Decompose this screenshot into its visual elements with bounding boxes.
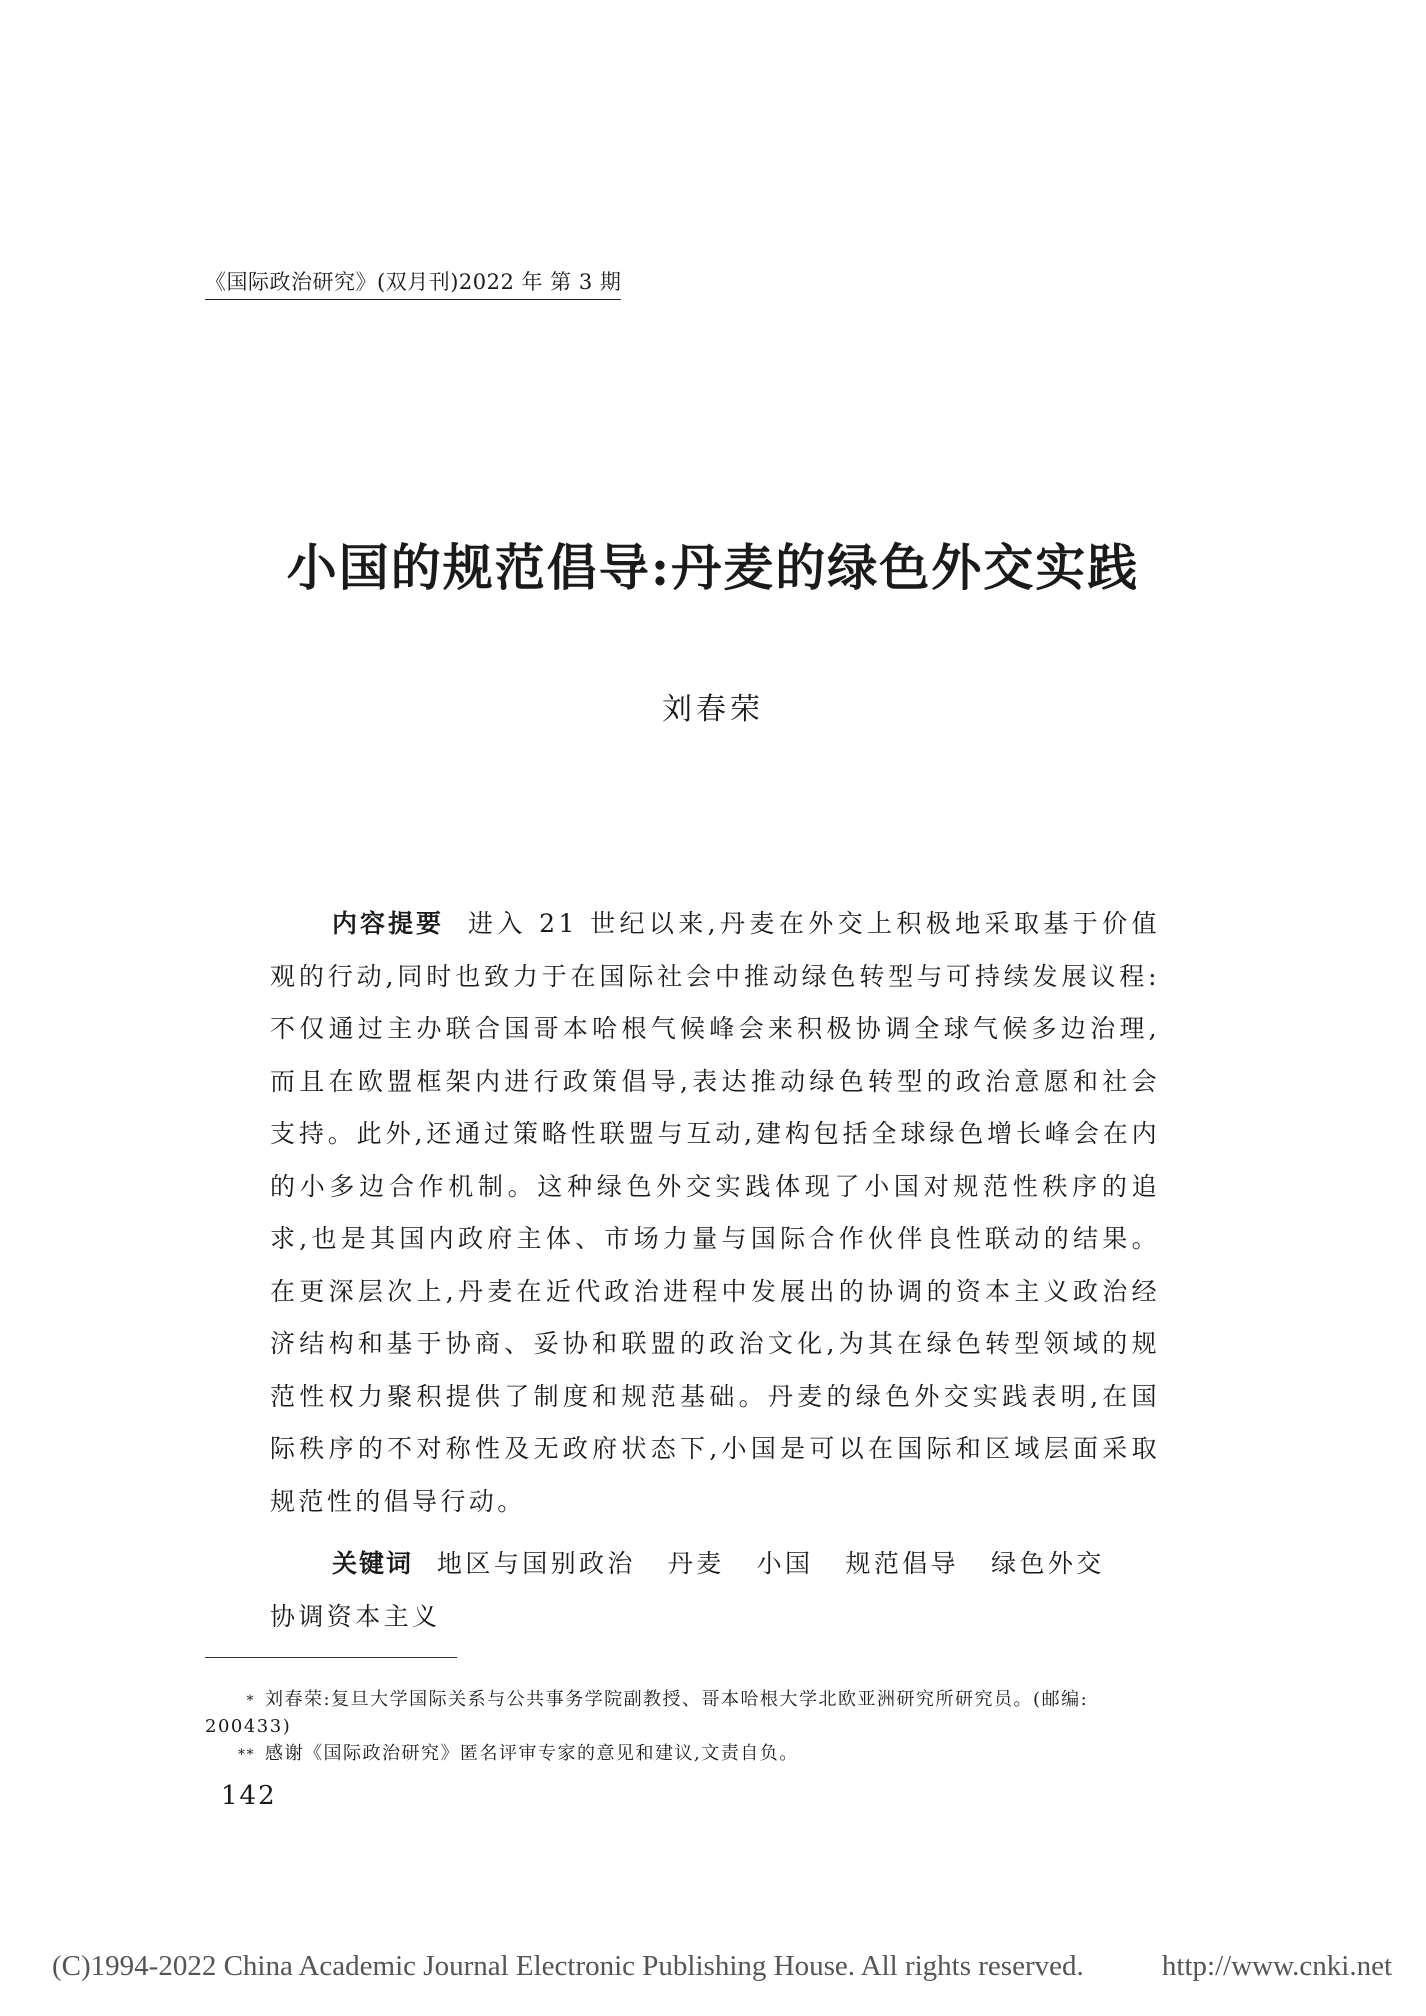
keyword: 地区与国别政治 bbox=[437, 1549, 636, 1578]
footnote-text: 感谢《国际政治研究》匿名评审专家的意见和建议,文责自负。 bbox=[265, 1743, 799, 1764]
journal-header: 《国际政治研究》(双月刊)2022 年 第 3 期 bbox=[205, 266, 621, 300]
copyright-footer bbox=[52, 1950, 1392, 1983]
copyright-url[interactable]: http://www.cnki.net bbox=[1161, 1950, 1392, 1982]
footnote-acknowledgement bbox=[205, 1741, 1205, 1768]
keywords-block bbox=[270, 1538, 1160, 1643]
footnote-author bbox=[205, 1687, 1205, 1740]
footnote-mark: * bbox=[246, 1693, 255, 1709]
footnote-continuation: 200433) bbox=[205, 1716, 292, 1737]
abstract-block bbox=[270, 898, 1160, 1528]
footnote-text: 刘春荣:复旦大学国际关系与公共事务学院副教授、哥本哈根大学北欧亚洲研究所研究员。(邮编: bbox=[265, 1689, 1089, 1710]
keyword: 协调资本主义 bbox=[270, 1601, 441, 1631]
abstract-label: 内容提要 bbox=[332, 909, 444, 938]
article-author: 刘春荣 bbox=[662, 692, 764, 727]
copyright-notice: (C)1994-2022 China Academic Journal Electronic Publishing House. All rights reserved. bbox=[52, 1950, 1084, 1982]
keywords-label: 关键词 bbox=[332, 1549, 414, 1578]
footnote-mark: ** bbox=[238, 1747, 255, 1763]
keyword: 丹麦 bbox=[667, 1549, 725, 1578]
abstract-text: 进入 21 世纪以来,丹麦在外交上积极地采取基于价值观的行动,同时也致力于在国际社会中推动绿色转型与可持续发展议程:不仅通过主办联合国哥本哈根气候峰会来积极协调全球气候多边治理,而且在欧盟框架内进行政策倡导,表达推动绿色转型的政治意愿和社会支持。此外,还通过策略性联盟与互动,建构包括全球绿色增长峰会在内的小多边合作机制。这种绿色外交实践体现了小国对规范性秩序的追求,也是其国内政府主体、市场力量与国际合作伙伴良性联动的结果。在更深层次上,丹麦在近代政治进程中发展出的协调的资本主义政治经济结构和基于协商、妥协和联盟的政治文化,为其在绿色转型领域的规范性权力聚积提供了制度和规范基础。丹麦的绿色外交实践表明,在国际秩序的不对称性及无政府状态下,小国是可以在国际和区域层面采取规范性的倡导行动。 bbox=[270, 909, 1160, 1516]
article-title: 小国的规范倡导:丹麦的绿色外交实践 bbox=[286, 538, 1140, 597]
keyword: 绿色外交 bbox=[991, 1549, 1105, 1578]
page-number: 142 bbox=[221, 1781, 277, 1811]
footnote-divider bbox=[205, 1657, 457, 1658]
keyword: 规范倡导 bbox=[845, 1549, 960, 1578]
keyword: 小国 bbox=[756, 1549, 814, 1578]
